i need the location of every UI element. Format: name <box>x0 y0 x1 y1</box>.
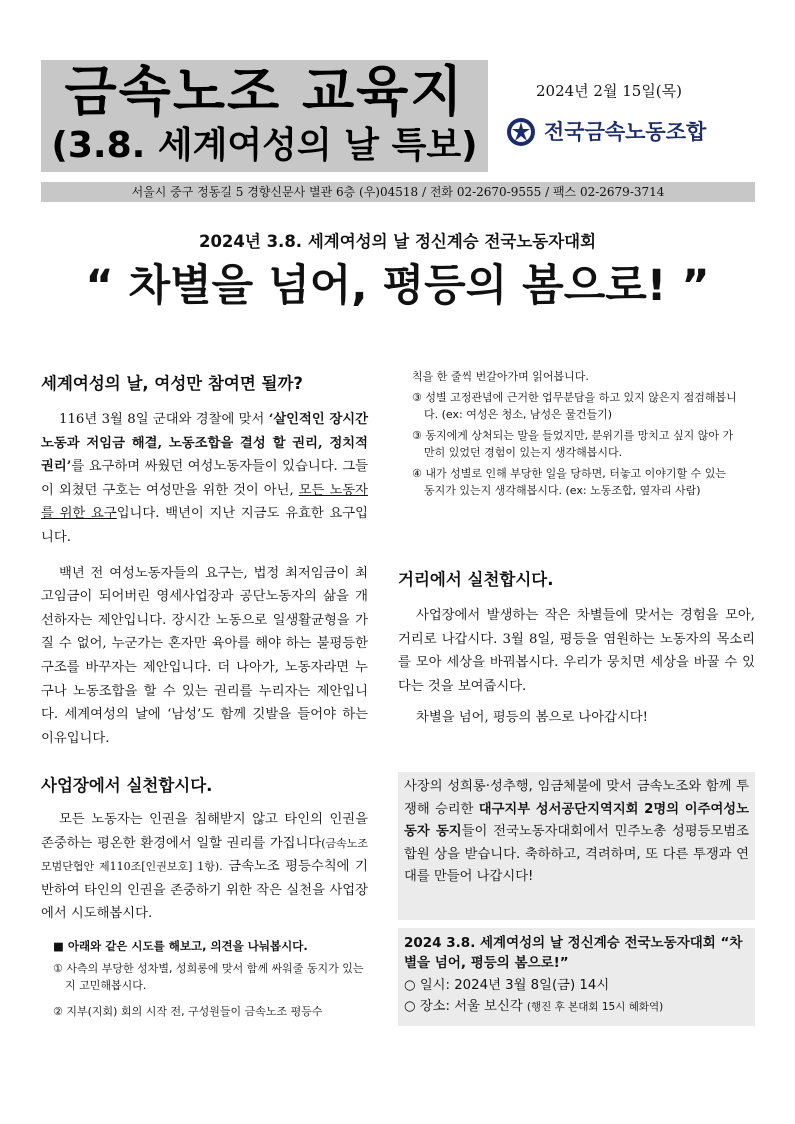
event-line: 2024년 3.8. 세계여성의 날 정신계승 전국노동자대회 <box>198 232 597 251</box>
event-info-title: 2024 3.8. 세계여성의 날 정신계승 전국노동자대회 “차별을 넘어, 평등의 봄으로!” <box>404 935 743 971</box>
event-place-name: ○ 장소: 서울 보신각 <box>404 999 527 1014</box>
text-span: 입니다. 백년이 지난 지금도 유효한 요구입니다. <box>41 506 368 545</box>
paragraph-workplace <box>41 808 368 926</box>
section-title-street: 거리에서 실천합시다. <box>398 570 554 589</box>
list-item: ③ 동지에게 상처되는 말을 들었지만, 분위기를 망치고 싶지 않아 가만히 있었던 경험이 있는지 생각해봅시다. <box>412 428 734 459</box>
union-logo-icon <box>506 117 536 147</box>
text-span: 116년 3월 8일 군대와 경찰에 맞서 <box>59 412 269 427</box>
underlined-demand: 모든 노동자를 위한 요구 <box>41 482 368 522</box>
paragraph-proposal: 백년 전 여성노동자들의 요구는, 법정 최저임금이 최고임금이 되어버린 영세사업장과 공단노동자의 삶을 개선하자는 제안입니다. 장시간 노동으로 일생활균형을 가질 수 없어, 누군가는 혼자만 육아를 해야 하는 불평등한 구조를 바꾸자는 제안입니다. 더 나아가, 노동자라면 누구나 노동조합을 할 수 있는 권리를 누리자는 제안입니다. 세계여성의 날에 ‘남성’도 함께 깃발을 들어야 하는 이유입니다. <box>41 565 368 746</box>
paragraph-history <box>41 408 368 550</box>
award-notice <box>404 776 749 889</box>
publication-subtitle: (3.8. 세계여성의 날 특보) <box>51 125 478 166</box>
event-place <box>404 996 749 1018</box>
text-span: 사장의 성희롱·성추행, 임금체불에 맞서 금속노조와 함께 투쟁해 승리한 <box>404 779 749 817</box>
publication-title: 금속노조 교육지 <box>64 60 465 123</box>
bold-award-recipients: 대구지부 성서공단지역지회 2명의 이주여성노동자 동지 <box>404 801 749 840</box>
list-item: ③ 성별 고정관념에 근거한 업무분담을 하고 있지 않은지 점검해봅니다. (ex: 여성은 청소, 남성은 물건들기) <box>412 390 737 421</box>
list-item: ① 사측의 부당한 성차별, 성희롱에 맞서 함께 싸워줄 동지가 있는지 고민해봅시다. <box>53 961 364 993</box>
text-span: 모든 노동자는 인권을 침해받지 않고 타인의 인권을 존중하는 평온한 환경에서 일할 권리를 가집니다 <box>41 812 368 851</box>
right-column-checklist <box>412 368 740 503</box>
issue-date: 2024년 2월 15일(목) <box>536 82 683 100</box>
event-place-note: (행진 후 본대회 15시 혜화역) <box>526 1001 664 1013</box>
clause-reference: (금속노조 모범단협안 제110조[인권보호] 1항). <box>41 836 368 874</box>
checklist <box>41 960 368 1021</box>
event-date: ○ 일시: 2024년 3월 8일(금) 14시 <box>404 978 610 993</box>
section-title-workplace: 사업장에서 실천합시다. <box>41 776 213 795</box>
address-bar: 서울시 중구 정동길 5 경향신문사 별관 6층 (우)04518 / 전화 02-2670-9555 / 팩스 02-2679-3714 <box>41 182 755 202</box>
text-span: 를 요구하며 싸웠던 여성노동자들이 있습니다. 그들이 외쳤던 구호는 여성만을 위한 것이 아닌, <box>41 459 368 498</box>
checklist-heading: ■ 아래와 같은 시도를 해보고, 의견을 나눠봅시다. <box>53 938 308 953</box>
text-span: 들이 전국노동자대회에서 민주노총 성평등모범조합원 상을 받습니다. 축하하고, 격려하며, 또 다른 투쟁과 연대를 만들어 나갑시다! <box>404 824 749 885</box>
text-span: 금속노조 평등수칙에 기반하여 타인의 인권을 존중하기 위한 작은 실천을 사업장에서 시도해봅시다. <box>41 859 368 922</box>
left-column-lower <box>41 772 368 1023</box>
left-column <box>41 370 368 750</box>
right-column-street <box>398 566 755 730</box>
union-name: 전국금속노동조합 <box>544 120 707 144</box>
bold-demands: ‘살인적인 장시간 노동과 저임금 해결, 노동조합을 결성 할 권리, 정치적 권리’ <box>41 412 368 475</box>
award-notice-box <box>398 772 755 920</box>
headline: “ 차별을 넘어, 평등의 봄으로! ” <box>85 261 710 311</box>
masthead-banner <box>41 60 488 172</box>
list-item: 칙을 한 줄씩 번갈아가며 읽어봅니다. <box>412 370 589 383</box>
paragraph-slogan: 차별을 넘어, 평등의 봄으로 나아갑시다! <box>416 710 648 726</box>
list-item: ④ 내가 성별로 인해 부당한 일을 당하면, 터놓고 이야기할 수 있는 동지가 있는지 생각해봅시다. (ex: 노동조합, 옆자리 사람) <box>412 466 726 497</box>
paragraph-street: 사업장에서 발생하는 작은 차별들에 맞서는 경험을 모아, 거리로 나갑시다. 3월 8일, 평등을 염원하는 노동자의 목소리를 모아 세상을 바꿔봅시다. 우리가 뭉치면 세상을 바꿀 수 있다는 것을 보여줍시다. <box>398 608 755 694</box>
section-title-womens-day: 세계여성의 날, 여성만 참여면 될까? <box>41 374 303 393</box>
list-item: ② 지부(지회) 회의 시작 전, 구성원들이 금속노조 평등수 <box>53 1004 323 1018</box>
event-info-box <box>398 928 755 1026</box>
